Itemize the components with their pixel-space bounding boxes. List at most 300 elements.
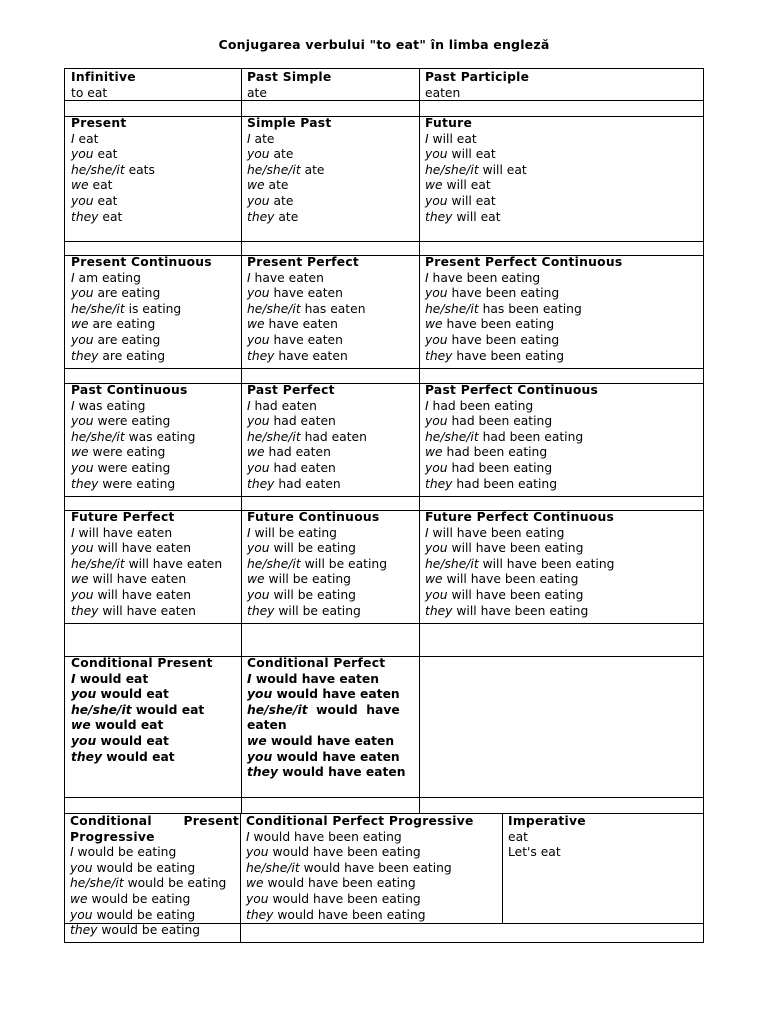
pronoun: they [247, 476, 275, 491]
verb-form: will have been eating [447, 587, 584, 602]
conjugation-line [70, 861, 241, 877]
pronoun: he/she/it [247, 429, 301, 444]
conjugation-line [247, 526, 419, 542]
verb-form: have been eating [428, 270, 541, 285]
verb-form: would have been eating [249, 829, 402, 844]
pronoun: you [247, 460, 270, 475]
conjugation-line [71, 672, 241, 688]
pronoun: you [71, 460, 94, 475]
pronoun: he/she/it [71, 301, 125, 316]
pronoun: I [71, 270, 75, 285]
conjugation-line [247, 672, 419, 688]
spacer-row [64, 242, 704, 256]
verb-form: eats [124, 162, 155, 177]
tense-cell [241, 383, 419, 492]
pronoun: I [247, 398, 251, 413]
conjugation-line [425, 414, 703, 430]
conjugation-line [247, 604, 419, 620]
conjugation-line [71, 734, 241, 750]
verb-form: had been eating [447, 460, 553, 475]
conjugation-line [425, 461, 703, 477]
conditional-present-cell [65, 656, 241, 765]
verb-form: have been eating [442, 317, 555, 332]
verb-form: has been eating [478, 301, 582, 316]
tense-label: Future [425, 116, 473, 130]
verb-form: will eat [478, 162, 527, 177]
pronoun: I [425, 398, 429, 413]
pronoun: they [247, 603, 275, 618]
pronoun: you [247, 749, 273, 764]
conditional-present-progressive-label: Conditional Present [70, 814, 239, 828]
verb-form: have eaten [269, 286, 343, 301]
verb-form: would eat [96, 733, 169, 748]
tense-cell [241, 510, 419, 619]
pronoun: they [71, 749, 102, 764]
pronoun: they [71, 476, 99, 491]
verb-form: would eat [102, 749, 175, 764]
conjugation-line [247, 430, 419, 446]
pronoun: you [246, 845, 269, 860]
verb-form: will have eaten [98, 603, 196, 618]
verb-form: would eat [131, 702, 205, 717]
tense-row [64, 511, 704, 624]
verb-form: will have been eating [428, 525, 565, 540]
pronoun: I [246, 829, 250, 844]
pronoun: he/she/it [247, 162, 301, 177]
conjugation-line [247, 445, 419, 461]
pronoun: you [247, 541, 270, 556]
pronoun: you [70, 860, 93, 875]
conjugation-line [71, 445, 241, 461]
verb-form: ate [269, 193, 294, 208]
verb-form: will eat [447, 193, 496, 208]
tense-cell [65, 383, 241, 492]
conjugation-line [71, 541, 241, 557]
pronoun: you [247, 587, 270, 602]
tense-label: Future Perfect [71, 510, 175, 524]
conjugation-line [247, 210, 419, 226]
tense-cell [419, 255, 703, 364]
conjugation-line [425, 557, 703, 573]
pronoun: they [246, 907, 274, 922]
conjugation-line [425, 349, 703, 365]
verb-form: had eaten [250, 398, 317, 413]
verb-form: had eaten [269, 414, 336, 429]
verb-form: would have eaten [251, 671, 380, 686]
conjugation-line [246, 908, 502, 924]
pronoun: you [425, 286, 448, 301]
tense-label: Simple Past [247, 116, 332, 130]
pronoun: he/she/it [247, 301, 301, 316]
pronoun: we [71, 572, 89, 587]
conditional-present-progressive-label-2: Progressive [70, 829, 155, 844]
verb-form: eaten [247, 718, 287, 733]
past-participle-cell [419, 70, 703, 101]
pronoun: you [425, 587, 448, 602]
verb-form: will have been eating [447, 541, 584, 556]
pronoun: they [247, 209, 275, 224]
conjugation-line [70, 845, 241, 861]
verb-form: have eaten [250, 270, 324, 285]
verb-form: would have been eating [268, 891, 421, 906]
conjugation-line [425, 271, 703, 287]
past-participle-label: Past Participle [425, 70, 530, 84]
verb-form: ate [300, 162, 325, 177]
conjugation-line [247, 132, 419, 148]
conjugation-line [425, 302, 703, 318]
tense-cell [419, 116, 703, 225]
verb-form: were eating [88, 445, 166, 460]
verb-form: ate [264, 178, 289, 193]
pronoun: we [425, 445, 443, 460]
conjugation-line [247, 718, 419, 734]
conjugation-line [247, 194, 419, 210]
verb-form: are eating [93, 332, 161, 347]
conjugation-line [425, 132, 703, 148]
pronoun: I [247, 525, 251, 540]
tense-cell [419, 383, 703, 492]
conjugation-line [425, 163, 703, 179]
verb-form: were eating [98, 476, 176, 491]
conjugation-line [425, 399, 703, 415]
verb-form: would eat [96, 687, 169, 702]
conjugation-line [425, 477, 703, 493]
pronoun: you [247, 193, 270, 208]
tense-cell [241, 255, 419, 364]
conjugation-line [71, 414, 241, 430]
verb-form: will have been eating [478, 556, 615, 571]
conjugation-line [71, 349, 241, 365]
spacer-row [64, 624, 704, 657]
verb-form: is eating [124, 301, 182, 316]
verb-form: had eaten [264, 445, 331, 460]
verb-form: have eaten [264, 317, 338, 332]
imperative-label: Imperative [508, 814, 586, 828]
verb-form: had eaten [269, 460, 336, 475]
verb-form: am eating [74, 270, 141, 285]
verb-form: eat [93, 147, 118, 162]
pronoun: I [71, 525, 75, 540]
tense-label: Present [71, 116, 127, 130]
conjugation-line [71, 687, 241, 703]
pronoun: you [71, 414, 94, 429]
conjugation-line [247, 271, 419, 287]
conjugation-line [71, 430, 241, 446]
pronoun: you [425, 414, 448, 429]
pronoun: you [71, 332, 94, 347]
verb-form: will eat [447, 147, 496, 162]
verb-form: would be eating [92, 907, 196, 922]
pronoun: you [247, 147, 270, 162]
conjugation-line [247, 178, 419, 194]
verb-form: are eating [98, 348, 166, 363]
pronoun: they [425, 476, 453, 491]
verb-form: would have been eating [273, 907, 426, 922]
verb-form: would have [307, 702, 400, 717]
pronoun: you [71, 687, 97, 702]
pronoun: he/she/it [71, 556, 125, 571]
verb-form: were eating [93, 460, 171, 475]
conjugation-line [425, 430, 703, 446]
verb-form: will have eaten [88, 572, 187, 587]
conjugation-line [71, 163, 241, 179]
conjugation-line [247, 317, 419, 333]
conjugation-line [71, 557, 241, 573]
verb-form: had eaten [300, 429, 367, 444]
conjugation-line [71, 526, 241, 542]
conjugation-line [247, 588, 419, 604]
verb-form: would have eaten [272, 687, 400, 702]
pronoun: he/she/it [246, 860, 300, 875]
pronoun: he/she/it [425, 162, 479, 177]
verb-form: will have eaten [93, 541, 192, 556]
verb-form: had been eating [478, 429, 584, 444]
infinitive-cell [65, 70, 241, 101]
pronoun: we [71, 445, 89, 460]
verb-form: will have been eating [452, 603, 589, 618]
pronoun: we [247, 317, 265, 332]
verb-form: eat [74, 131, 99, 146]
conjugation-line [425, 317, 703, 333]
conjugation-line [71, 703, 241, 719]
past-participle-value: eaten [425, 85, 461, 100]
verb-form: would be eating [87, 891, 191, 906]
conditional-row [64, 657, 704, 798]
conjugation-line [247, 687, 419, 703]
tense-label: Past Perfect Continuous [425, 383, 599, 397]
verb-form: have been eating [452, 348, 565, 363]
conjugation-line [71, 317, 241, 333]
tense-cell [241, 116, 419, 225]
conjugation-line [425, 178, 703, 194]
pronoun: I [71, 398, 75, 413]
pronoun: we [247, 733, 267, 748]
verb-form: would have eaten [278, 765, 406, 780]
verb-form: have been eating [447, 332, 560, 347]
spacer-row [64, 369, 704, 384]
pronoun: he/she/it [247, 702, 308, 717]
pronoun: you [425, 193, 448, 208]
conjugation-line [71, 132, 241, 148]
verb-form: had been eating [447, 414, 553, 429]
verb-form: had been eating [452, 476, 557, 491]
conjugation-line [71, 718, 241, 734]
verb-form: will have eaten [74, 525, 173, 540]
verb-form: were eating [93, 414, 171, 429]
infinitive-value: to eat [71, 85, 108, 100]
pronoun: we [425, 178, 443, 193]
imperative-line: eat [508, 829, 528, 844]
bottom-empty-cell [240, 923, 704, 943]
pronoun: they [247, 765, 278, 780]
past-simple-value: ate [247, 85, 267, 100]
verb-form: have eaten [274, 348, 348, 363]
spacer-row [64, 101, 704, 117]
verb-form: would be eating [123, 876, 227, 891]
conjugation-line [71, 333, 241, 349]
verb-form: would be eating [92, 860, 196, 875]
imperative-cell [502, 814, 704, 861]
conjugation-line [71, 210, 241, 226]
verb-form: will be eating [300, 556, 387, 571]
verb-form: would have eaten [266, 733, 395, 748]
pronoun: you [71, 541, 94, 556]
spacer-row [64, 497, 704, 511]
conjugation-line [425, 604, 703, 620]
pronoun: we [71, 718, 91, 733]
conditional-perfect-cell [241, 656, 419, 781]
pronoun: I [425, 270, 429, 285]
conjugation-line [425, 333, 703, 349]
conjugation-line [71, 271, 241, 287]
conjugation-line [247, 399, 419, 415]
conjugation-line [247, 349, 419, 365]
verb-form: ate [269, 147, 294, 162]
conjugation-line [246, 845, 502, 861]
conjugation-line [247, 461, 419, 477]
pronoun: they [70, 923, 98, 938]
verb-form: would eat [75, 671, 149, 686]
conjugation-line [70, 876, 241, 892]
pronoun: you [70, 907, 93, 922]
pronoun: he/she/it [247, 556, 301, 571]
pronoun: you [71, 286, 94, 301]
pronoun: I [425, 525, 429, 540]
past-simple-label: Past Simple [247, 70, 332, 84]
conjugation-line [425, 572, 703, 588]
tense-label: Future Continuous [247, 510, 380, 524]
conjugation-line [246, 876, 502, 892]
conjugation-line [71, 286, 241, 302]
pronoun: you [247, 332, 270, 347]
pronoun: he/she/it [70, 876, 124, 891]
conditional-present-label: Conditional Present [71, 656, 213, 670]
pronoun: he/she/it [425, 301, 479, 316]
conjugation-line [247, 765, 419, 781]
pronoun: they [425, 603, 453, 618]
verb-form: would have eaten [272, 749, 400, 764]
verb-form: had been eating [442, 445, 548, 460]
conjugation-line [246, 892, 502, 908]
infinitive-label: Infinitive [71, 70, 136, 84]
pronoun: he/she/it [71, 702, 132, 717]
verb-form: would be eating [97, 923, 201, 938]
past-simple-cell [241, 70, 419, 101]
pronoun: they [71, 603, 99, 618]
verb-form: will have eaten [124, 556, 223, 571]
conditional-perfect-progressive-label: Conditional Perfect Progressive [246, 814, 474, 828]
tense-label: Future Perfect Continuous [425, 510, 615, 524]
conjugation-line [246, 830, 502, 846]
conjugation-line [247, 414, 419, 430]
conjugation-line [71, 178, 241, 194]
tense-cell [65, 116, 241, 225]
pronoun: I [247, 671, 252, 686]
verb-form: are eating [93, 286, 161, 301]
tense-label: Present Perfect Continuous [425, 255, 623, 269]
pronoun: I [247, 270, 251, 285]
pronoun: you [71, 147, 94, 162]
conjugation-line [247, 163, 419, 179]
spacer-row [64, 798, 704, 814]
conjugation-line [71, 147, 241, 163]
tense-row [64, 256, 704, 369]
pronoun: you [247, 286, 270, 301]
conjugation-line [425, 445, 703, 461]
pronoun: I [425, 131, 429, 146]
pronoun: you [246, 891, 269, 906]
conjugation-line [71, 588, 241, 604]
pronoun: you [425, 332, 448, 347]
conjugation-line [247, 734, 419, 750]
verb-form: ate [250, 131, 275, 146]
verb-form: would eat [90, 718, 164, 733]
conjugation-line [247, 333, 419, 349]
pronoun: I [71, 671, 76, 686]
verb-form: eat [93, 193, 118, 208]
conditional-perfect-progressive-cell [240, 814, 502, 923]
pronoun: they [71, 209, 99, 224]
tense-cell [65, 510, 241, 619]
conjugation-line [71, 302, 241, 318]
pronoun: they [247, 348, 275, 363]
header-row [64, 68, 704, 101]
conjugation-line [247, 750, 419, 766]
conjugation-line [425, 541, 703, 557]
pronoun: you [71, 193, 94, 208]
conjugation-line [425, 286, 703, 302]
conjugation-line [247, 286, 419, 302]
pronoun: you [71, 733, 97, 748]
pronoun: I [247, 131, 251, 146]
conjugation-line [246, 861, 502, 877]
pronoun: we [425, 572, 443, 587]
verb-form: are eating [88, 317, 156, 332]
verb-form: was eating [74, 398, 146, 413]
pronoun: you [247, 687, 273, 702]
page-title: Conjugarea verbului "to eat" în limba engleză [218, 37, 550, 52]
pronoun: you [425, 147, 448, 162]
pronoun: we [247, 178, 265, 193]
verb-form: will have eaten [93, 587, 192, 602]
pronoun: we [70, 891, 88, 906]
verb-form: will be eating [274, 603, 361, 618]
pronoun: we [71, 178, 89, 193]
conjugation-line [247, 572, 419, 588]
conjugation-line [70, 892, 241, 908]
conjugation-line [71, 750, 241, 766]
tense-label: Past Perfect [247, 383, 335, 397]
conditional-present-progressive-cell [64, 814, 241, 939]
pronoun: you [425, 460, 448, 475]
conjugation-line [425, 526, 703, 542]
pronoun: you [247, 414, 270, 429]
conjugation-line [70, 923, 241, 939]
pronoun: you [425, 541, 448, 556]
pronoun: they [425, 348, 453, 363]
conjugation-line [71, 572, 241, 588]
conjugation-line [71, 604, 241, 620]
pronoun: we [247, 445, 265, 460]
conjugation-line [425, 194, 703, 210]
conjugation-line [425, 210, 703, 226]
verb-form: was eating [124, 429, 196, 444]
verb-form: will be eating [250, 525, 337, 540]
tense-row [64, 384, 704, 497]
verb-form: ate [274, 209, 299, 224]
tense-label: Past Continuous [71, 383, 188, 397]
verb-form: will be eating [264, 572, 351, 587]
